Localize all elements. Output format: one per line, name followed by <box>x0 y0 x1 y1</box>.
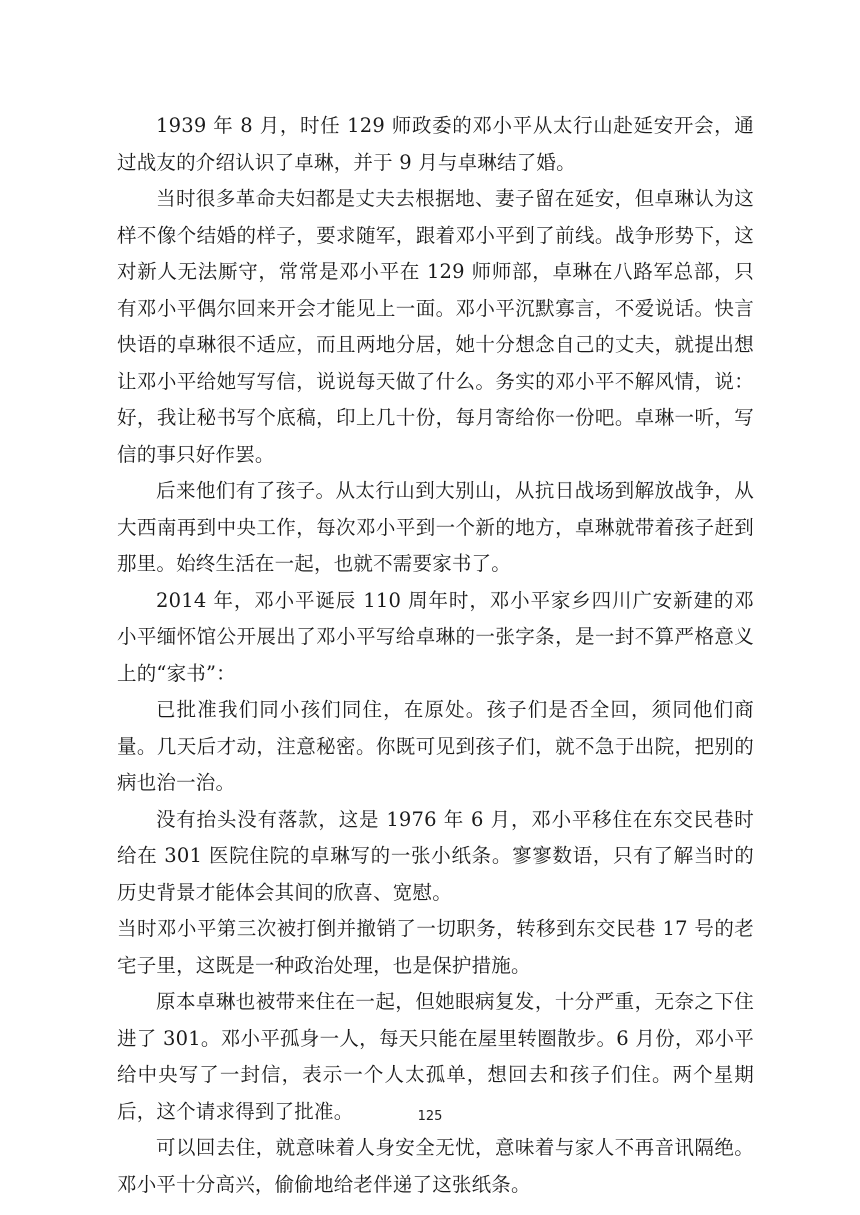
paragraph-marriage-1939: 1939 年 8 月，时任 129 师政委的邓小平从太行山赴延安开会，通过战友的介绍认识了卓琳，并于 9 月与卓琳结了婚。 <box>117 114 754 174</box>
paragraph-third-downfall: 当时邓小平第三次被打倒并撤销了一切职务，转移到东交民巷 17 号的老宅子里，这既是一种政治处理，也是保护措施。 <box>117 917 754 977</box>
paragraph-frontline-letters: 当时很多革命夫妇都是丈夫去根据地、妻子留在延安，但卓琳认为这样不像个结婚的样子，要求随军，跟着邓小平到了前线。战争形势下，这对新人无法厮守，常常是邓小平在 129 师师部，卓琳在八路军总部，只有邓小平偶尔回来开会才能见上一面。邓小平沉默寡言，不爱说话。快言快语的卓琳很不适应，而且两地分居，她十分想念自己的丈夫，就提出想让邓小平给她写写信，说说每天做了什么。务实的邓小平不解风情，说：好，我让秘书写个底稿，印上几十份，每月寄给你一份吧。卓琳一听，写信的事只好作罢。 <box>117 187 754 466</box>
page-number: 125 <box>417 1109 443 1124</box>
paragraph-children-together: 后来他们有了孩子。从太行山到大别山，从抗日战场到解放战争，从大西南再到中央工作，每次邓小平到一个新的地方，卓琳就带着孩子赶到那里。始终生活在一起，也就不需要家书了。 <box>117 479 754 575</box>
paragraph-note-context: 没有抬头没有落款，这是 1976 年 6 月，邓小平移住在东交民巷时给在 301 医院住院的卓琳写的一张小纸条。寥寥数语，只有了解当时的历史背景才能体会其间的欣喜、宽慰。 <box>117 807 754 904</box>
paragraph-note-quote: 已批准我们同小孩们同住，在原处。孩子们是否全回，须同他们商量。几天后才动，注意秘密。你既可见到孩子们，就不急于出院，把别的病也治一治。 <box>117 698 754 794</box>
document-body <box>117 108 754 1203</box>
paragraph-2014-exhibition: 2014 年，邓小平诞辰 110 周年时，邓小平家乡四川广安新建的邓小平缅怀馆公开展出了邓小平写给卓琳的一张字条，是一封不算严格意义上的“家书”： <box>117 588 754 685</box>
paragraph-delivering-note: 可以回去住，就意味着人身安全无忧，意味着与家人不再音讯隔绝。邓小平十分高兴，偷偷地给老伴递了这张纸条。 <box>117 1136 754 1196</box>
paragraph-eye-illness: 原本卓琳也被带来住在一起，但她眼病复发，十分严重，无奈之下住进了 301。邓小平孤身一人，每天只能在屋里转圈散步。6 月份，邓小平给中央写了一封信，表示一个人太孤单，想回去和孩子们住。两个星期后，这个请求得到了批准。 <box>117 990 754 1123</box>
